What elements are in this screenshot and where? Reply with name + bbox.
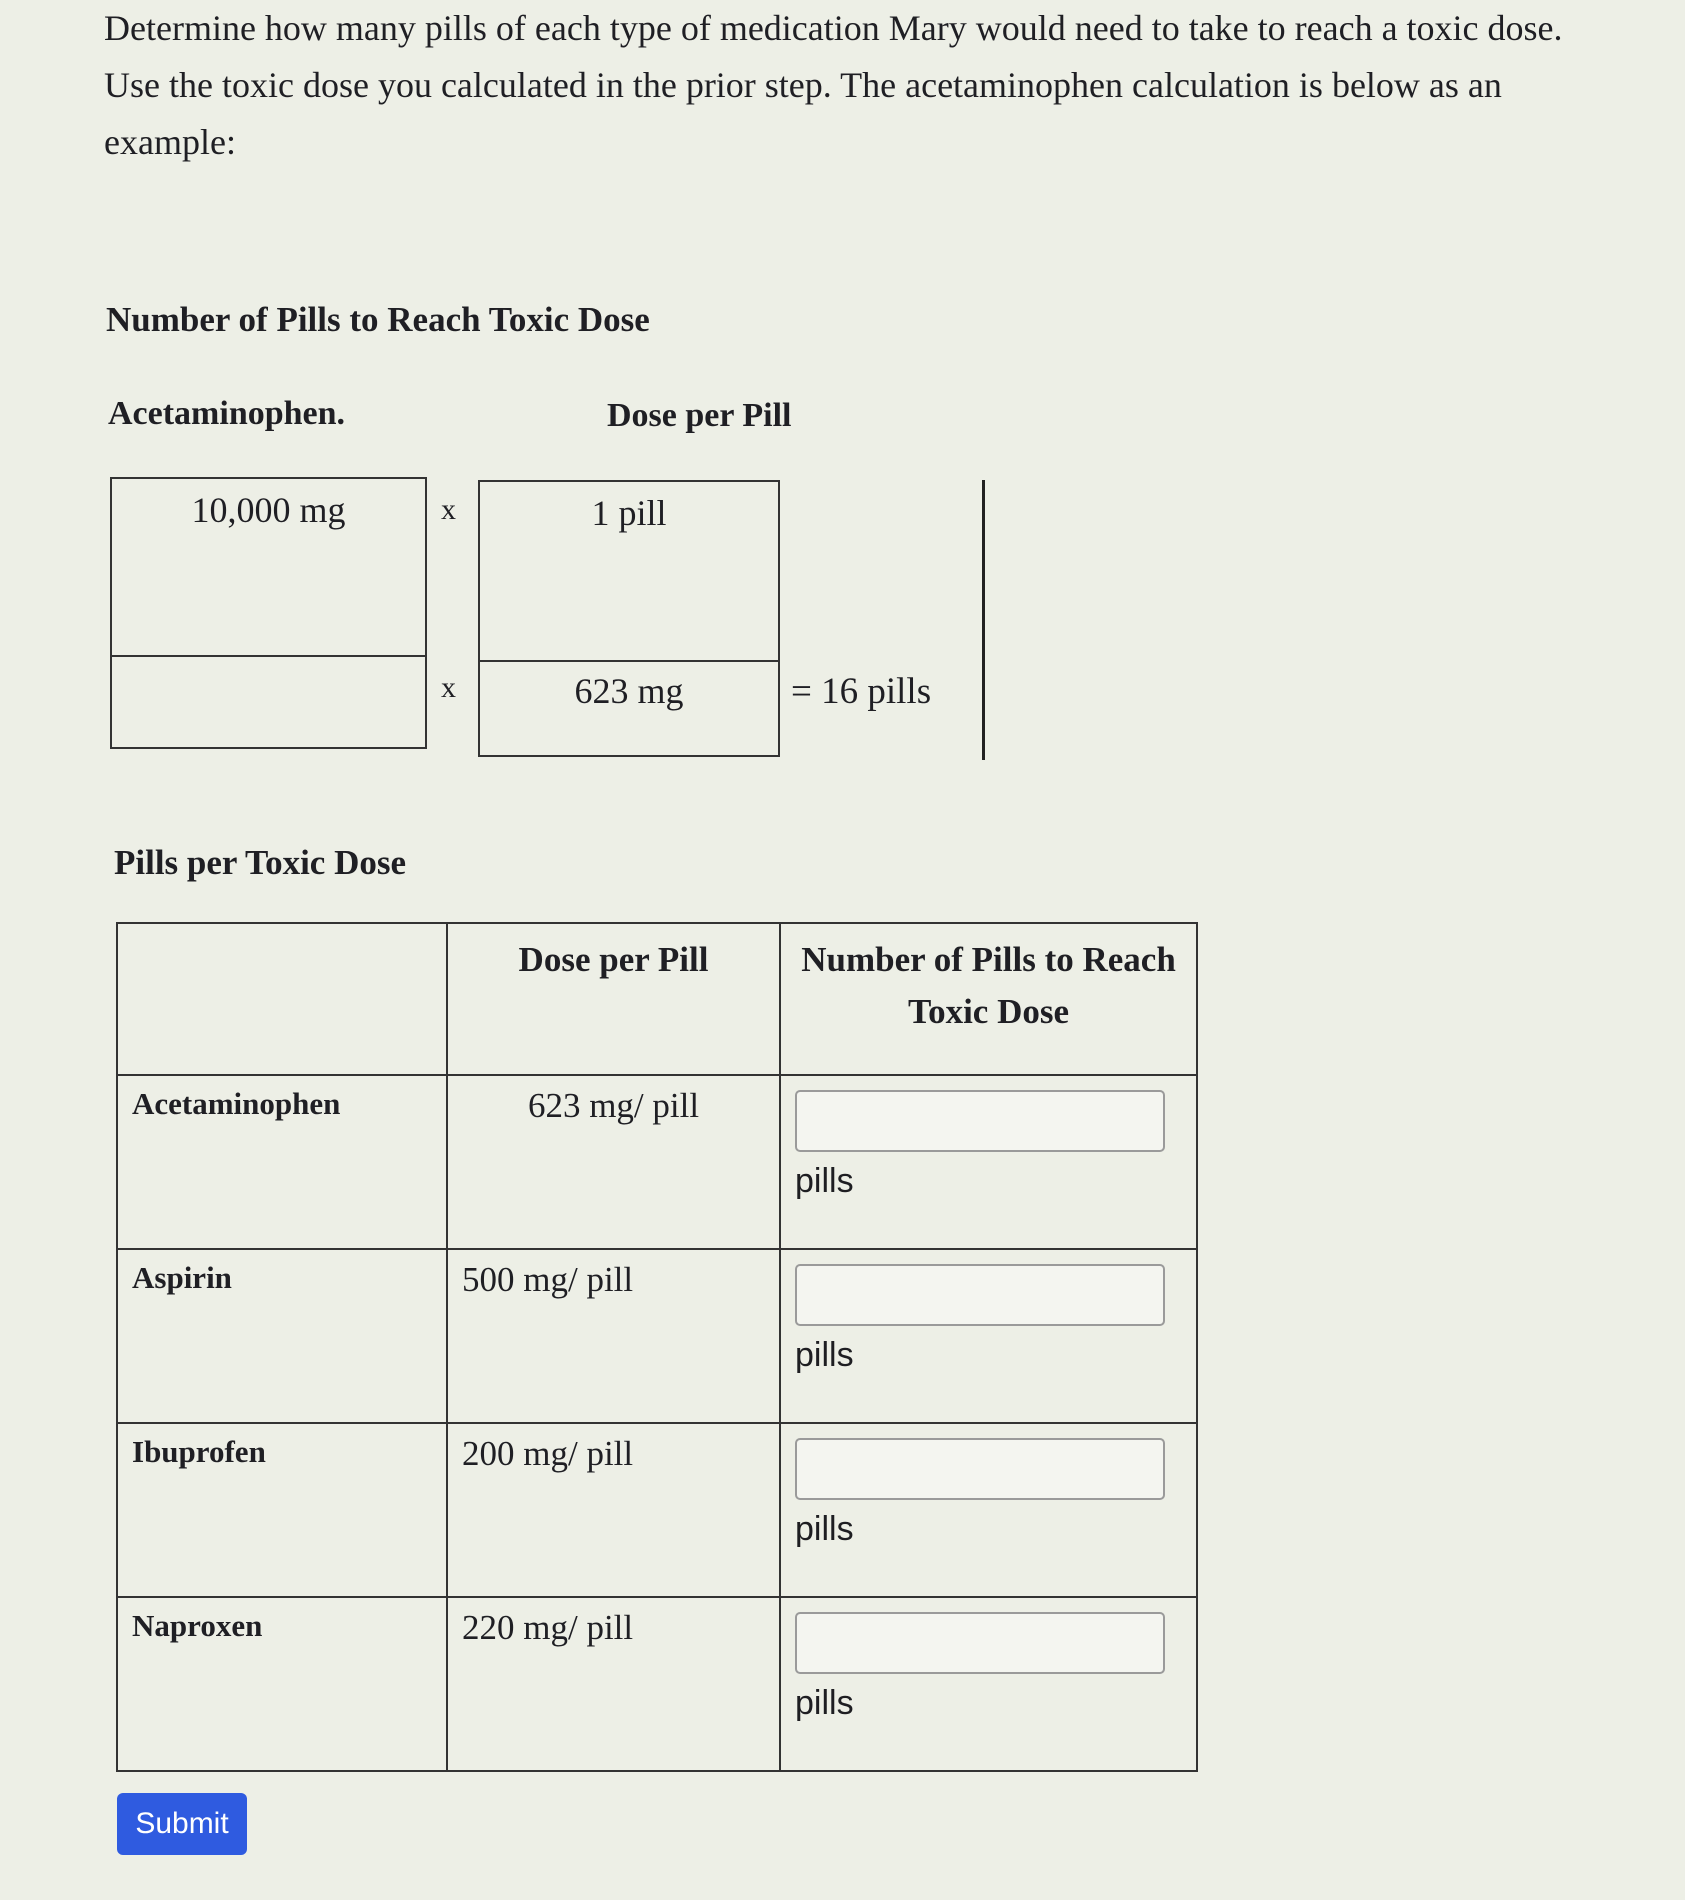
toxic-dose-numerator-box — [110, 477, 427, 657]
answer-cell — [780, 1423, 1197, 1597]
pills-table-title: Pills per Toxic Dose — [114, 843, 407, 882]
table-row-naproxen — [117, 1597, 1197, 1771]
pill-numerator-box — [478, 480, 780, 662]
dose-per-pill: 623 mg/ pill — [447, 1075, 780, 1249]
pill-denominator-box — [478, 660, 780, 757]
instructions-text: Determine how many pills of each type of medication Mary would need to take to reach a toxic dose. Use the toxic dose you calculated in the prior step. The acetaminophen calculation is below as an example: — [104, 8, 1563, 162]
pill-denominator: 623 mg — [574, 671, 684, 711]
drug-name: Ibuprofen — [117, 1423, 447, 1597]
dose-per-pill: 200 mg/ pill — [447, 1423, 780, 1597]
drug-name: Acetaminophen — [117, 1075, 447, 1249]
dose-per-pill: 220 mg/ pill — [447, 1597, 780, 1771]
header-dose-per-pill: Dose per Pill — [447, 923, 780, 1075]
multiply-symbol-bottom: x — [441, 671, 456, 704]
unit-label: pills — [795, 1684, 854, 1722]
ibuprofen-pills-input[interactable] — [795, 1438, 1165, 1500]
unit-label: pills — [795, 1510, 854, 1548]
answer-cell — [780, 1597, 1197, 1771]
table-row-ibuprofen — [117, 1423, 1197, 1597]
pill-numerator: 1 pill — [591, 493, 667, 533]
toxic-dose-denominator — [112, 657, 425, 667]
unit-label: pills — [795, 1336, 854, 1374]
table-row-acetaminophen — [117, 1075, 1197, 1249]
example-drug-label: Acetaminophen. — [108, 395, 346, 432]
example-dose-per-pill-label: Dose per Pill — [607, 397, 792, 434]
aspirin-pills-input[interactable] — [795, 1264, 1165, 1326]
example-result: = 16 pills — [791, 671, 932, 712]
header-drug — [117, 923, 447, 1075]
acetaminophen-pills-input[interactable] — [795, 1090, 1165, 1152]
dose-per-pill: 500 mg/ pill — [447, 1249, 780, 1423]
multiply-symbol-top: x — [441, 493, 456, 526]
toxic-dose-numerator: 10,000 mg — [191, 490, 346, 530]
naproxen-pills-input[interactable] — [795, 1612, 1165, 1674]
pills-per-toxic-dose-table — [116, 922, 1198, 1772]
table-header-row — [117, 923, 1197, 1075]
toxic-dose-denominator-box — [110, 655, 427, 749]
divider-line — [982, 480, 985, 760]
table-row-aspirin — [117, 1249, 1197, 1423]
answer-cell — [780, 1075, 1197, 1249]
drug-name: Naproxen — [117, 1597, 447, 1771]
unit-label: pills — [795, 1162, 854, 1200]
submit-button[interactable]: Submit — [117, 1793, 247, 1855]
answer-cell — [780, 1249, 1197, 1423]
drug-name: Aspirin — [117, 1249, 447, 1423]
header-number-of-pills: Number of Pills to Reach Toxic Dose — [780, 923, 1197, 1075]
example-title: Number of Pills to Reach Toxic Dose — [106, 300, 650, 339]
